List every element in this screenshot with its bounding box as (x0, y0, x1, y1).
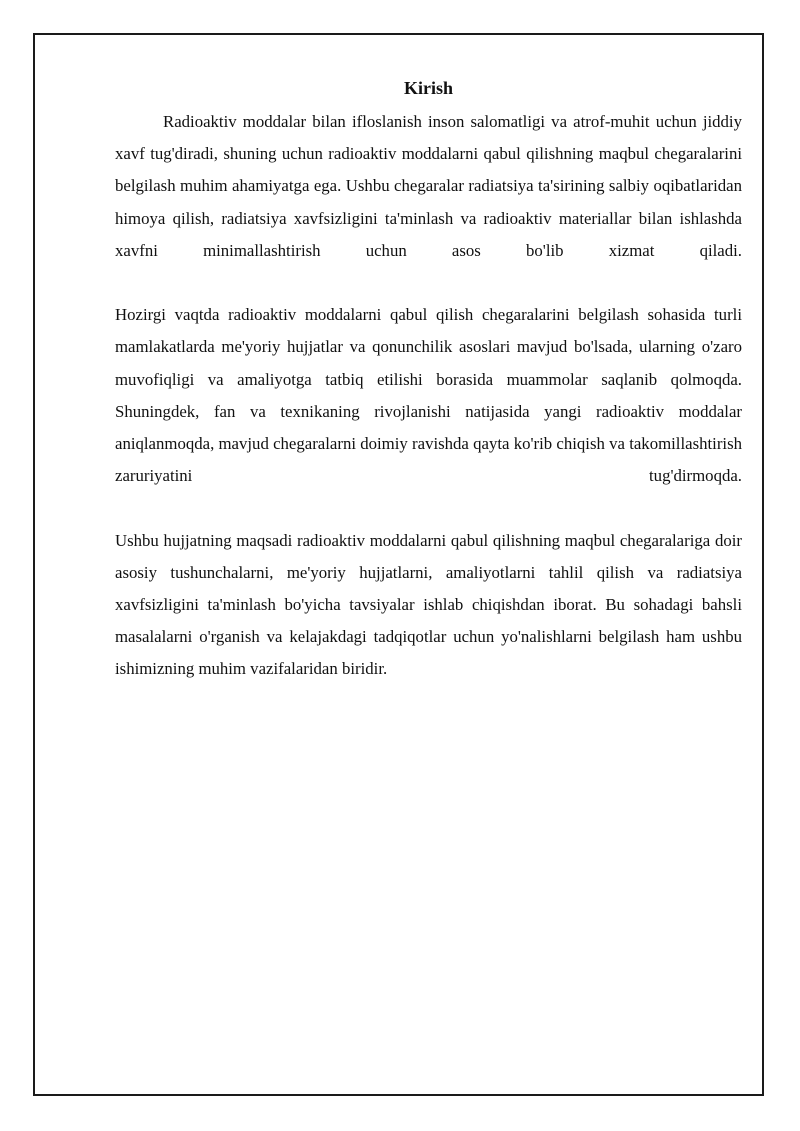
paragraph-spacer (115, 492, 742, 524)
section-title: Kirish (403, 78, 453, 98)
paragraph-intro: Radioaktiv moddalar bilan ifloslanish inson salomatligi va atrof-muhit uchun jiddiy xavf tug'diradi, shuning uchun radioaktiv moddalarni qabul qilishning maqbul chegaralarini belgilash muhim ahamiyatga ega. Ushbu chegaralar radiatsiya ta'sirining salbiy oqibatlaridan himoya qilish, radiatsiya xavfsizligini ta'minlash va radioaktiv materiallar bilan ishlashda xavfni minimallashtirish uchun asos bo'lib xizmat qiladi. (115, 112, 742, 260)
document-body (115, 76, 742, 686)
paragraph-current-state: Hozirgi vaqtda radioaktiv moddalarni qabul qilish chegaralarini belgilash sohasida turli mamlakatlarda me'yoriy hujjatlar va qonunchilik asoslari mavjud bo'lsada, ularning o'zaro muvofiqligi va amaliyotga tatbiq etilishi borasida muammolar saqlanib qolmoqda. Shuningdek, fan va texnikaning rivojlanishi natijasida yangi radioaktiv moddalar aniqlanmoqda, mavjud chegaralarni doimiy ravishda qayta ko'rib chiqish va takomillashtirish zaruriyatini tug'dirmoqda. (115, 305, 742, 486)
paragraph-purpose: Ushbu hujjatning maqsadi radioaktiv moddalarni qabul qilishning maqbul chegaralariga doir asosiy tushunchalarni, me'yoriy hujjatlarni, amaliyotlarni tahlil qilish va radiatsiya xavfsizligini ta'minlash bo'yicha tavsiyalar ishlab chiqishdan iborat. Bu sohadagi bahsli masalalarni o'rganish va kelajakdagi tadqiqotlar uchun yo'nalishlarni belgilash ham ushbu ishimizning muhim vazifalaridan biridir. (115, 530, 742, 679)
paragraph-spacer (115, 267, 742, 299)
